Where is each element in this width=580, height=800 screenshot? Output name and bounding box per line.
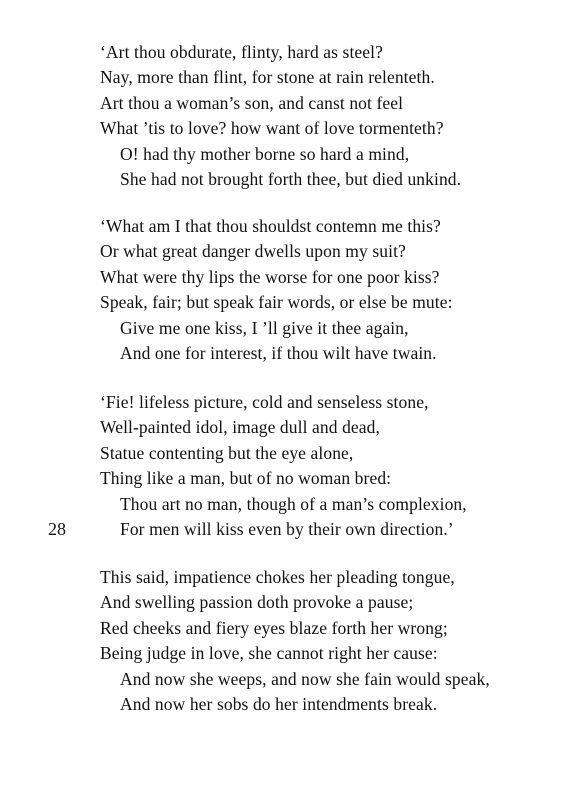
poem-line: Nay, more than flint, for stone at rain relenteth. xyxy=(100,67,435,88)
poem-line-indented: For men will kiss even by their own direction.’ xyxy=(120,519,454,540)
poem-line: ‘Fie! lifeless picture, cold and senseless stone, xyxy=(100,392,429,412)
poem-line-indented: Thou art no man, though of a man’s complexion, xyxy=(120,493,467,514)
poem-line: Speak, fair; but speak fair words, or else be mute: xyxy=(100,292,453,313)
poem-line: And swelling passion doth provoke a pause; xyxy=(100,592,414,613)
stanza-2 xyxy=(100,214,570,366)
page-number: 28 xyxy=(48,519,66,539)
poem-line-indented: Give me one kiss, I ’ll give it thee again, xyxy=(120,317,409,338)
stanza-3 xyxy=(100,390,570,542)
poem-line: Well-painted idol, image dull and dead, xyxy=(100,417,380,438)
poem-line-indented: And now she weeps, and now she fain would speak, xyxy=(120,668,490,689)
poem-line: Red cheeks and fiery eyes blaze forth her wrong; xyxy=(100,617,448,638)
poem-line: Art thou a woman’s son, and canst not feel xyxy=(100,92,404,113)
poem-line: What were thy lips the worse for one poor kiss? xyxy=(100,266,440,287)
poem-line: This said, impatience chokes her pleading tongue, xyxy=(100,567,455,587)
stanza-4 xyxy=(100,565,570,717)
stanza-1 xyxy=(100,40,570,192)
poem-line-indented: And now her sobs do her intendments break. xyxy=(120,694,438,715)
poem-line-indented: And one for interest, if thou wilt have twain. xyxy=(120,343,437,364)
poem-line: What ’tis to love? how want of love tormenteth? xyxy=(100,118,444,139)
poem-line: Thing like a man, but of no woman bred: xyxy=(100,468,392,489)
poem-line: Being judge in love, she cannot right her cause: xyxy=(100,643,438,664)
poem-line: Statue contenting but the eye alone, xyxy=(100,442,354,463)
poem-line-indented: O! had thy mother borne so hard a mind, xyxy=(120,143,410,164)
poem-line-indented: She had not brought forth thee, but died unkind. xyxy=(120,169,462,190)
poem-line: ‘Art thou obdurate, flinty, hard as steel? xyxy=(100,42,383,62)
poem-line: Or what great danger dwells upon my suit? xyxy=(100,241,406,262)
poem-line: ‘What am I that thou shouldst contemn me this? xyxy=(100,216,441,236)
